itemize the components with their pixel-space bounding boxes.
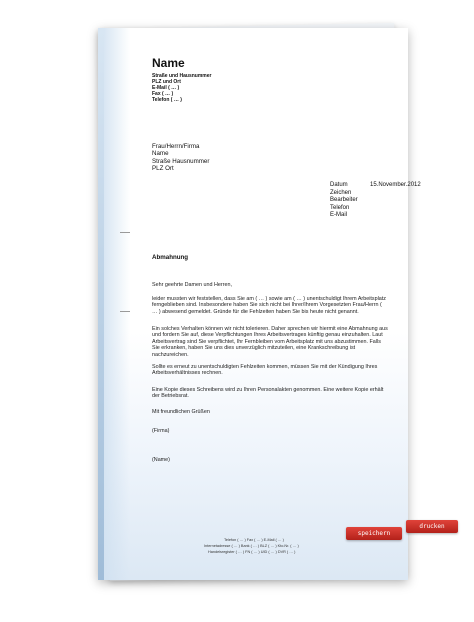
company-placeholder: (Firma) — [152, 428, 170, 434]
sender-name: Name — [152, 56, 185, 70]
meta-label-clerk: Bearbeiter — [330, 197, 358, 204]
sender-city: PLZ und Ort — [152, 79, 181, 85]
save-button[interactable]: speichern — [346, 527, 402, 540]
paragraph-3: Sollte es erneut zu unentschuldigten Fehlzeiten kommen, müssen Sie mit der Kündigung Ihres Arbeitsverhältnisses rechnen. — [152, 364, 378, 377]
footer-registry: Handelsregister ( … ) FN ( … ) UID ( … ) DVR ( … ) — [208, 550, 296, 554]
meta-label-reference: Zeichen — [330, 189, 352, 196]
recipient-line: Straße Hausnummer — [152, 157, 210, 165]
letter-subject: Abmahnung — [152, 254, 189, 261]
paragraph-4: Eine Kopie dieses Schreibens wird zu Ihren Personalakten genommen. Eine weitere Kopie erhält der Betriebsrat. — [152, 387, 384, 400]
recipient-line: PLZ Ort — [152, 165, 174, 173]
fold-mark-top — [120, 232, 130, 233]
letter-date: 15.November.2012 — [370, 182, 421, 188]
meta-label-phone: Telefon — [330, 204, 350, 211]
sender-street: Straße und Hausnummer — [152, 73, 212, 79]
recipient-block — [152, 143, 209, 173]
signer-placeholder: (Name) — [152, 457, 170, 463]
closing: Mit freundlichen Grüßen — [152, 409, 210, 415]
footer-contact: Telefon ( … ) Fax ( … ) E-Mail ( … ) — [224, 538, 284, 542]
footer-bank: Internetadresse ( … ) Bank ( … ) BLZ ( … ) Kto.Nr. ( … ) — [204, 544, 299, 548]
salutation: Sehr geehrte Damen und Herren, — [152, 282, 233, 288]
sender-phone: Telefon ( … ) — [152, 97, 182, 103]
meta-label-date: Datum — [330, 182, 348, 188]
recipient-line: Frau/Herrn/Firma — [152, 143, 200, 150]
page-edge-strip — [98, 28, 104, 580]
sender-email: E-Mail ( … ) — [152, 85, 180, 91]
recipient-line: Name — [152, 150, 169, 158]
paragraph-1: leider mussten wir feststellen, dass Sie am ( … ) sowie am ( … ) unentschuldigt Ihrem Arbeitsplatz ferngeblieben sind. Insbesondere haben Sie sich nicht bei Ihrer/Ihrem Vorgesetzten Frau/Herrn ( … ) abwesend gemeldet. Gründe für die Fehlzeiten haben Sie bis heute nicht genannt. — [152, 296, 386, 315]
meta-labels — [330, 182, 358, 220]
meta-label-email: E-Mail — [330, 212, 348, 219]
paragraph-2: Ein solches Verhalten können wir nicht tolerieren. Daher sprechen wir hiermit eine Abmahnung aus und fordern Sie auf, diese Verpflichtungen Ihres Arbeitsvertrages künftig genau einzuhalten. Laut Arbeitsvertrag sind Sie verpflichtet, Ihr Fernbleiben vom Arbeitsplatz mit uns abzustimmen. Falls Sie erkranken, haben Sie uns dies unverzüglich mitzuteilen, eine Krankschreibung ist nachzureichen. — [152, 326, 388, 358]
print-button[interactable]: drucken — [406, 520, 458, 533]
fold-mark-middle — [120, 311, 130, 312]
letter-page — [98, 28, 421, 580]
sender-fax: Fax ( … ) — [152, 91, 174, 97]
